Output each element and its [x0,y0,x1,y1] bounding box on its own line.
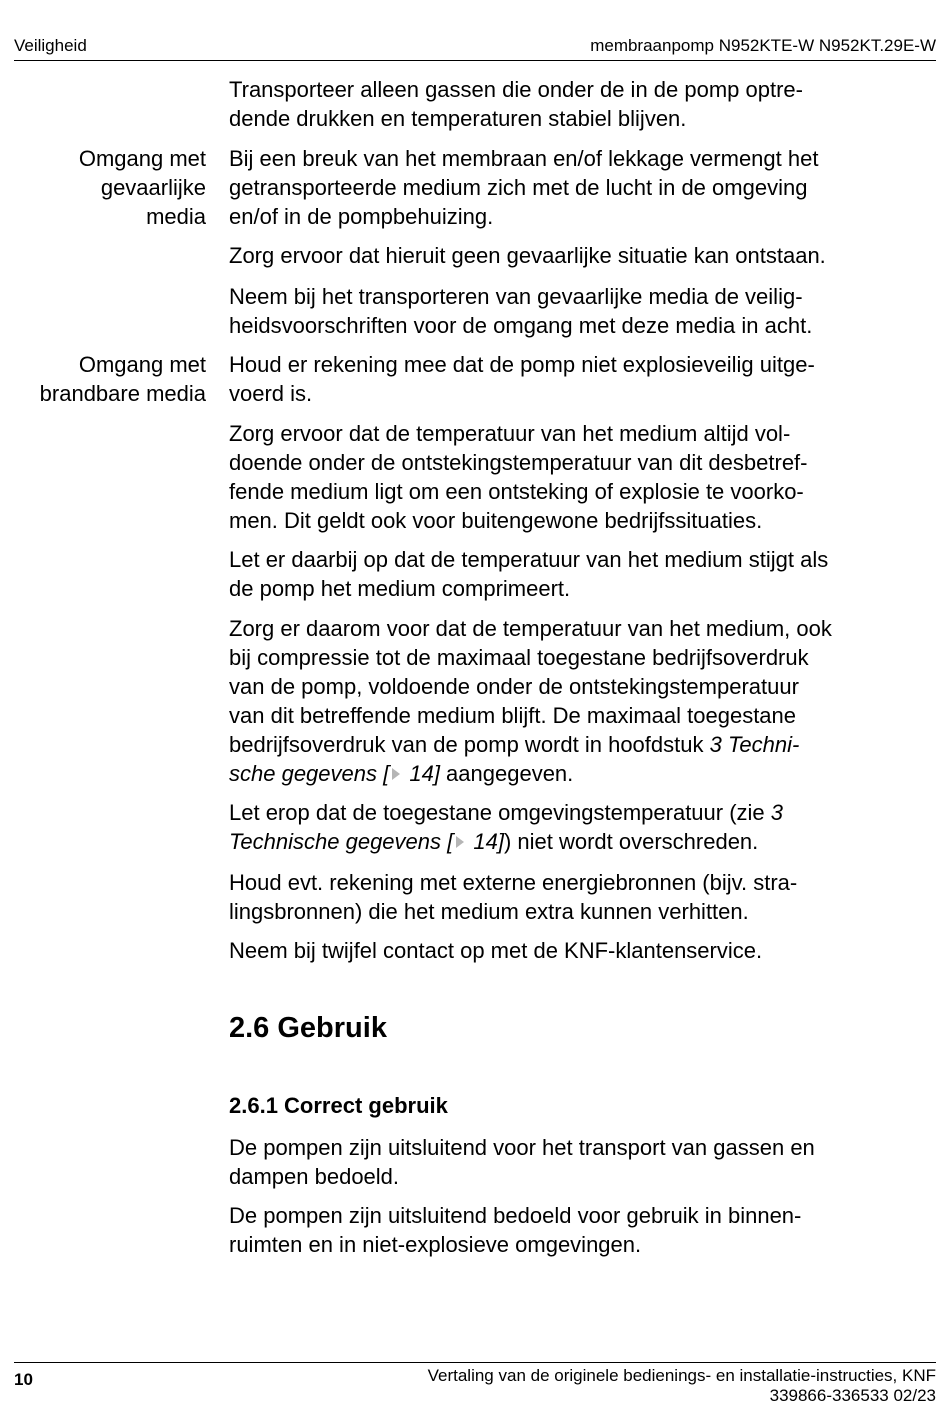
paragraph-1: Transporteer alleen gassen die onder de in de pomp optre- dende drukken en temperaturen stabiel blijven. [229,77,803,131]
header-product: membraanpomp N952KTE-W N952KT.29E-W [590,36,936,55]
link-technische-gegevens-2-cont[interactable]: Technische gegevens [ 14] [229,829,504,854]
paragraph-4: Neem bij het transporteren van gevaarlijke media de veilig- heidsvoorschriften voor de omgang met deze media in acht. [229,284,813,338]
paragraph-8: Zorg er daarom voor dat de temperatuur van het medium, ook bij compressie tot de maximaal toegestane bedrijfsoverdruk van de pomp, voldoende onder de ontstekingstemperatuur van dit betreffende medium blijft. De maximaal toegestane bedrijfsoverdruk van de pomp wordt in hoofdstuk 3 Techni- sche gegevens [ 14] aangegeven. [229,616,832,786]
page-number: 10 [14,1370,33,1389]
paragraph-12: De pompen zijn uitsluitend voor het transport van gassen en dampen bedoeld. [229,1135,815,1189]
link-technische-gegevens-2[interactable]: 3 [770,800,784,825]
footer-text: Vertaling van de originele bedienings- en installatie-instructies, KNF 339866-336533 02/23 [427,1366,936,1405]
page-ref-arrow-icon [392,768,400,780]
paragraph-10: Houd evt. rekening met externe energiebronnen (bijv. stra- lingsbronnen) die het medium extra kunnen verhitten. [229,870,798,924]
side-label-gevaarlijke-media: Omgang met gevaarlijke media [78,146,206,229]
footer-divider [14,1362,936,1363]
page-ref-arrow-icon [456,836,464,848]
link-technische-gegevens-cont[interactable]: sche gegevens [ 14] [229,761,440,786]
paragraph-6: Zorg ervoor dat de temperatuur van het medium altijd vol- doende onder de ontstekingstemperatuur van dit desbetref- fende medium ligt om een ontsteking of explosie te voorko- men. Dit geldt ook voor buitengewone bedrijfssituaties. [229,421,808,533]
subsection-heading: 2.6.1 Correct gebruik [229,1093,448,1118]
paragraph-11: Neem bij twijfel contact op met de KNF-klantenservice. [229,938,763,963]
section-heading: 2.6 Gebruik [229,1012,387,1044]
header-section: Veiligheid [14,36,87,55]
paragraph-9: Let erop dat de toegestane omgevingstemperatuur (zie 3 Technische gegevens [ 14]) niet wordt overschreden. [229,800,784,854]
paragraph-7: Let er daarbij op dat de temperatuur van het medium stijgt als de pomp het medium comprimeert. [229,547,829,601]
paragraph-5: Houd er rekening mee dat de pomp niet explosieveilig uitge- voerd is. [229,352,815,406]
paragraph-2: Bij een breuk van het membraan en/of lekkage vermengt het getransporteerde medium zich met de lucht in de omgeving en/of in de pompbehuizing. [229,146,819,229]
page-header [14,36,936,61]
paragraph-3: Zorg ervoor dat hieruit geen gevaarlijke situatie kan ontstaan. [229,243,826,268]
side-label-brandbare-media: Omgang met brandbare media [39,352,206,406]
paragraph-13: De pompen zijn uitsluitend bedoeld voor gebruik in binnen- ruimten en in niet-explosieve omgevingen. [229,1203,802,1257]
link-technische-gegevens[interactable]: 3 Techni- [709,732,800,757]
